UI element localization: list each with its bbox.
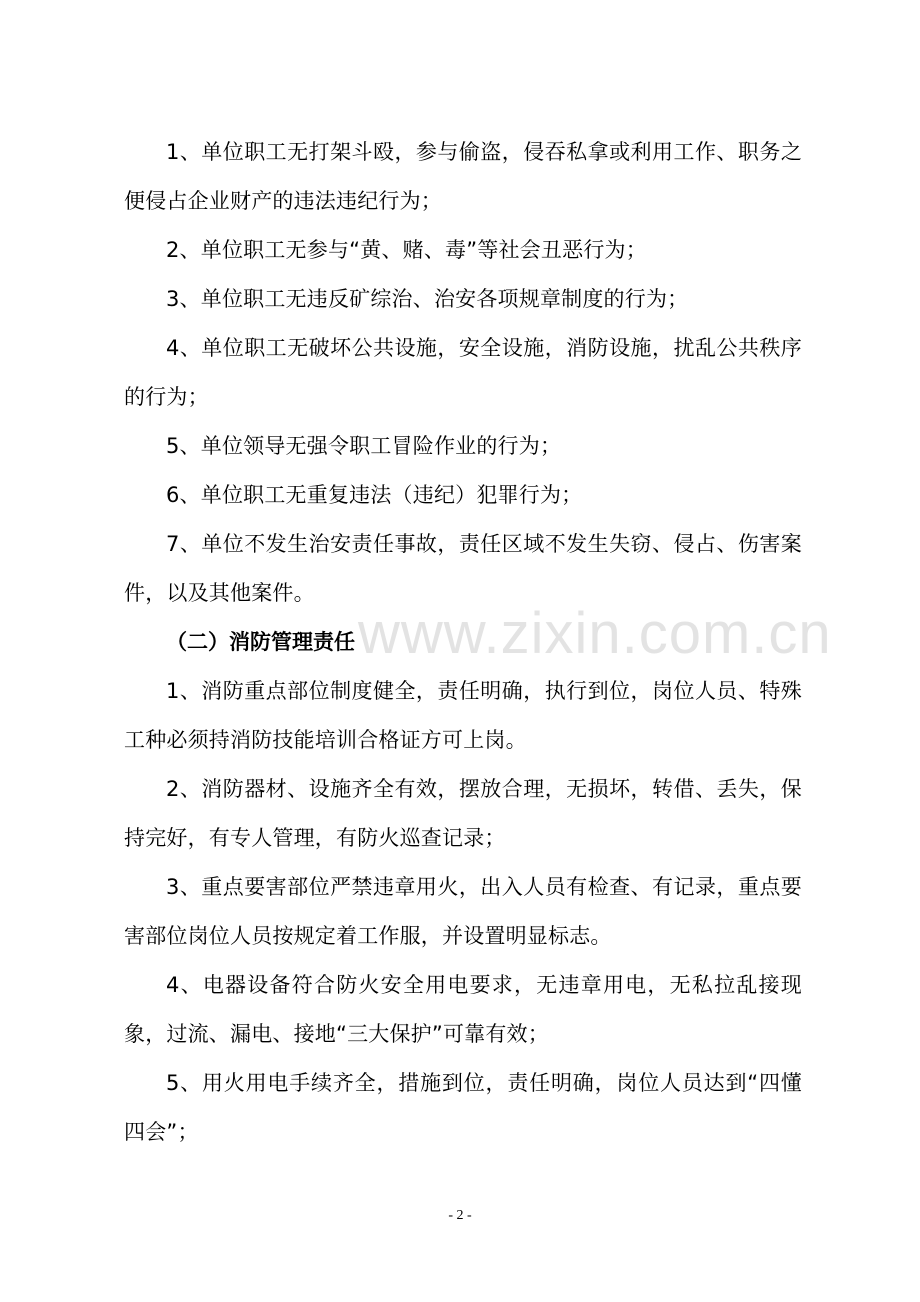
section-paragraph-4: 4、电器设备符合防火安全用电要求，无违章用电，无私拉乱接现象，过流、漏电、接地“三大保护”可靠有效； [124,973,802,1046]
page-number: - 2 - [448,1208,472,1223]
watermark: www.zixin.com.cn [358,601,832,666]
section-paragraph-2: 2、消防器材、设施齐全有效，摆放合理，无损坏，转借、丢失，保持完好，有专人管理，有防火巡查记录； [124,777,802,850]
paragraph-2: 2、单位职工无参与“黄、赌、毒”等社会丑恶行为； [166,238,647,262]
document-body [124,128,802,1157]
section-paragraph-5: 5、用火用电手续齐全，措施到位，责任明确，岗位人员达到“四懂四会”； [124,1071,802,1144]
paragraph-4: 4、单位职工无破坏公共设施，安全设施，消防设施，扰乱公共秩序的行为； [124,336,802,409]
section-paragraph-3: 3、重点要害部位严禁违章用火，出入人员有检查、有记录，重点要害部位岗位人员按规定着工作服，并设置明显标志。 [124,875,802,948]
paragraph-7: 7、单位不发生治安责任事故，责任区域不发生失窃、侵占、伤害案件，以及其他案件。 [124,532,802,605]
paragraph-1: 1、单位职工无打架斗殴，参与偷盗，侵吞私拿或利用工作、职务之便侵占企业财产的违法违纪行为； [124,140,802,213]
section-heading: （二）消防管理责任 [166,630,355,654]
paragraph-5: 5、单位领导无强令职工冒险作业的行为； [166,434,562,458]
paragraph-6: 6、单位职工无重复违法（违纪）犯罪行为； [166,483,583,507]
section-paragraph-1: 1、消防重点部位制度健全，责任明确，执行到位，岗位人员、特殊工种必须持消防技能培训合格证方可上岗。 [124,679,802,752]
paragraph-3: 3、单位职工无违反矿综治、治安各项规章制度的行为； [166,287,689,311]
